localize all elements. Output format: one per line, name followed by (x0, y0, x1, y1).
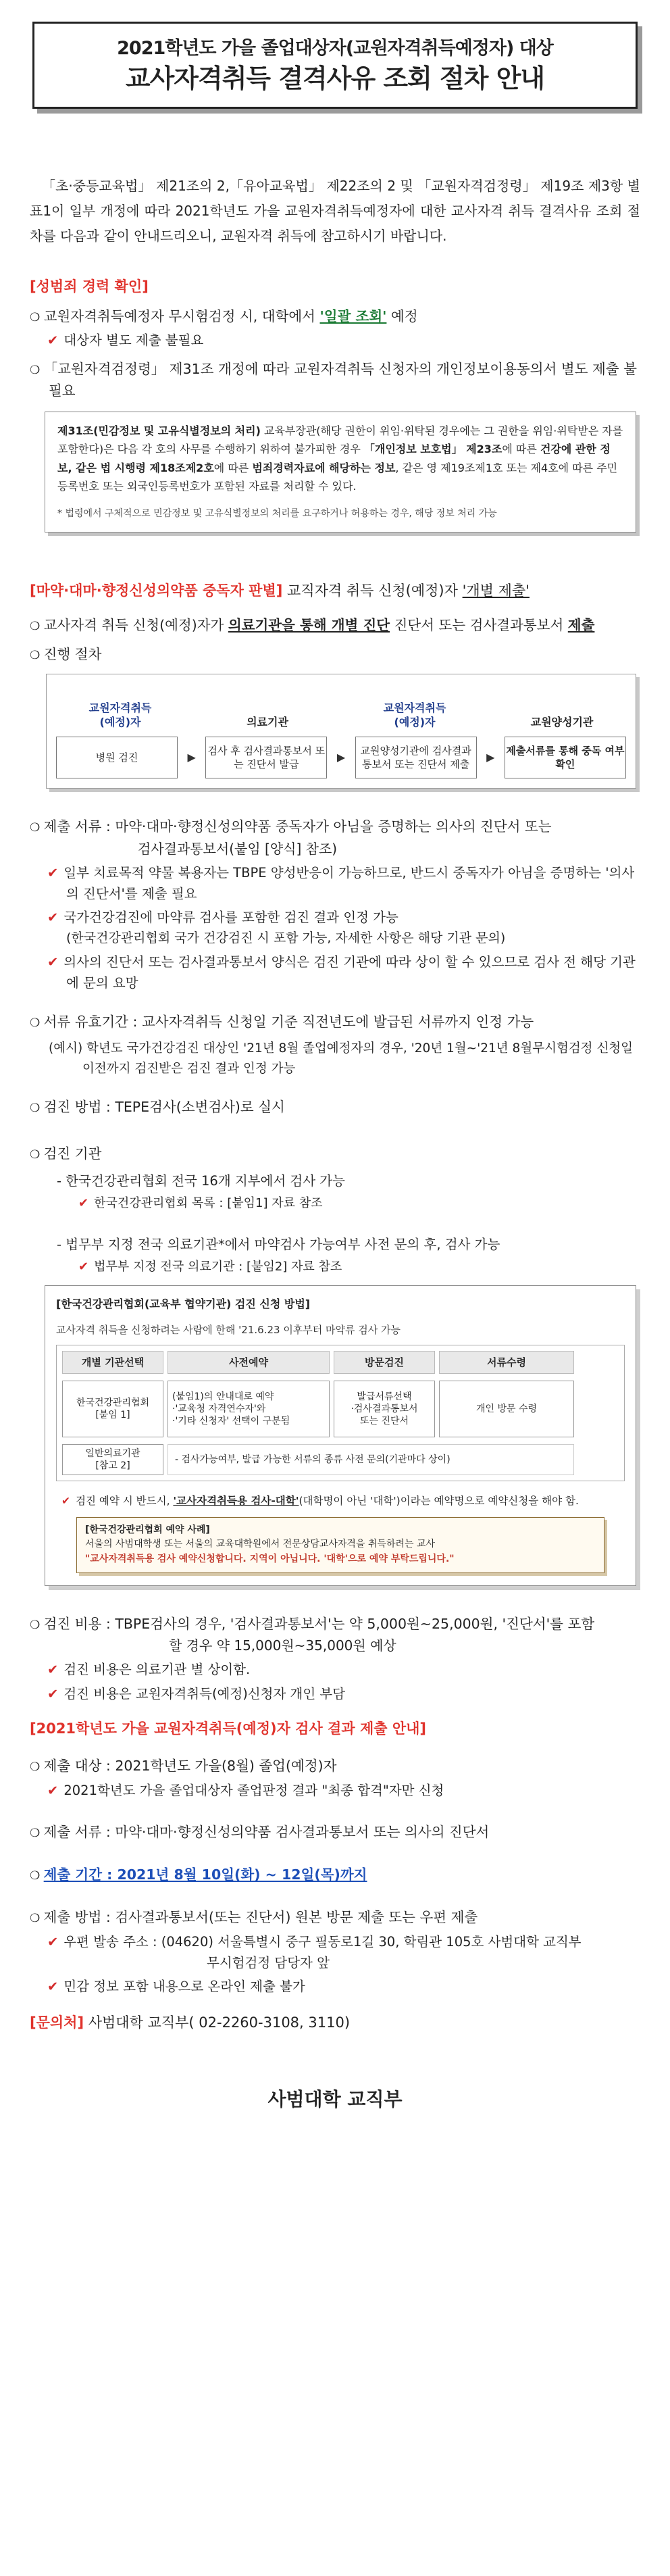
org-1-check-text: 한국건강관리협회 목록 : [붙임1] 자료 참조 (94, 1195, 323, 1210)
cost-check-1 (47, 1659, 640, 1680)
caution-b: (대학명이 아닌 '대학')이라는 예약명으로 예약신청을 해야 함. (299, 1495, 579, 1508)
mail-check (47, 1931, 640, 1952)
drug-check-1 (47, 862, 640, 904)
org-1-check (78, 1194, 640, 1214)
drug-check-2 (47, 907, 640, 928)
arrow-right-icon: ▶ (336, 751, 346, 764)
flow-heads (56, 683, 626, 730)
submit-docs: ❍ 제출 서류 : 마약·대마·향정신성의약품 검사결과통보서 또는 의사의 진단서 (30, 1821, 640, 1843)
apply-head-3: 방문검진 (334, 1351, 435, 1374)
submit-period (30, 1864, 640, 1886)
check-icon: ✔ (47, 1933, 59, 1950)
check-icon: ✔ (47, 1662, 59, 1678)
orgs-line: ❍ 검진 기관 (30, 1143, 640, 1165)
docs-line-2: 검사결과통보서(붙임 [양식] 참조) (138, 840, 338, 857)
drug-heading-label: [마약·대마·향정신성의약품 중독자 판별] (30, 582, 283, 599)
drug-check-2-text: 국가건강검진에 마약류 검사를 포함한 검진 결과 인정 가능 (63, 910, 398, 926)
title-line-2: 교사자격취득 결격사유 조회 절차 안내 (125, 63, 545, 93)
crime-check-1 (47, 330, 640, 351)
cost-check-2-text: 검진 비용은 교원자격취득(예정)신청자 개인 부담 (63, 1685, 346, 1702)
check-icon: ✔ (61, 1495, 70, 1508)
apply-head-4: 서류수령 (439, 1351, 574, 1374)
check-icon: ✔ (47, 953, 59, 970)
contact-line (30, 2012, 640, 2035)
drug-check-2b: (한국건강관리협회 국가 건강검진 시 포함 가능, 자세한 사항은 해당 기관 문의) (66, 931, 506, 946)
apply-table-row-1 (62, 1381, 619, 1437)
apply-table-row-2 (62, 1444, 619, 1475)
submit-target: ❍ 제출 대상 : 2021학년도 가을(8월) 졸업(예정)자 (30, 1755, 640, 1777)
submit-method: ❍ 제출 방법 : 검사결과통보서(또는 진단서) 원본 방문 제출 또는 우편 제출 (30, 1906, 640, 1929)
submit-target-check (47, 1780, 640, 1801)
process-flow-box (46, 674, 636, 789)
notice-page (0, 22, 670, 2576)
apply-table (56, 1345, 625, 1481)
title-box (32, 22, 638, 109)
note-text-1: 교육부장관(해당 권한이 위임·위탁된 경우에는 그 권한을 위임·위탁받은 자를 포함한다)은 다음 각 호의 사무를 수행하기 위하여 불가피한 경우 (57, 424, 623, 456)
apply-cell-3: 발급서류선택 ·검사결과통보서 또는 진단서 (334, 1381, 435, 1437)
caution-line (61, 1492, 621, 1510)
org-2-check (78, 1258, 640, 1277)
flow-head-4: 교원양성기관 (530, 716, 594, 729)
crime-item-2: ❍ 「교원자격검정령」 제31조 개정에 따라 교원자격취득 신청자의 개인정보이용동의서 별도 제출 불필요 (30, 358, 640, 403)
reservation-example-box (76, 1517, 604, 1573)
flow-head-3: 교원자격취득 (예정)자 (383, 701, 446, 729)
reservation-example-line-2: "교사자격취득용 검사 예약신청합니다. 지역이 아닙니다. '대학'으로 예약 부탁드립니다." (85, 1553, 455, 1564)
check-icon: ✔ (78, 1195, 89, 1210)
check-icon: ✔ (78, 1259, 89, 1274)
cost-line-2: 할 경우 약 15,000원~35,000원 예상 (169, 1637, 396, 1654)
privacy-check (47, 1976, 640, 1997)
drug-heading-rest: 교직자격 취득 신청(예정)자 (282, 582, 463, 599)
crime-item-1-text-b: 예정 (386, 307, 418, 324)
contact-text: 사범대학 교직부( 02-2260-3108, 3110) (84, 2014, 351, 2031)
caution-bold: '교사자격취득용 검사-대학' (173, 1495, 299, 1508)
drug-item-1-a: 교사자격 취득 신청(예정)자가 (43, 617, 228, 634)
crime-item-1-text-a: 교원자격취득예정자 무시험검정 시, 대학에서 (43, 307, 320, 324)
flow-cell-2: 검사 후 검사결과통보서 또는 진단서 발급 (205, 737, 327, 778)
apply-cell-2: (붙임1)의 안내대로 예약 ·'교육청 자격연수자'와 ·'기타 신청자' 선택이 구분됨 (168, 1381, 330, 1437)
apply-table-head (62, 1351, 619, 1374)
cost-line: ❍ 검진 비용 : TBPE검사의 경우, '검사결과통보서'는 약 5,000원~25,000원, '진단서'를 포함 (30, 1613, 640, 1635)
validity-example: (예시) 학년도 국가건강검진 대상인 '21년 8월 졸업예정자의 경우, '20년 1월~'21년 8월무시험검정 신청일 이전까지 검진받은 검진 결과 인정 가능 (49, 1041, 634, 1076)
drug-heading-link: '개별 제출' (462, 582, 530, 599)
drug-item-1 (30, 614, 640, 637)
caution-a: 검진 예약 시 반드시, (76, 1495, 174, 1508)
law-note-box (45, 412, 636, 532)
note-text-4: , 같은 영 제19조제1호 또는 제4호에 따른 주민등록번호 또는 외국인등록번호가 포함된 자료를 처리할 수 있다. (57, 461, 618, 493)
flow-head-2: 의료기관 (247, 716, 288, 729)
drug-item-1-u2: 제출 (567, 617, 595, 634)
crime-check-1-text: 대상자 별도 제출 불필요 (63, 332, 204, 349)
flow-cell-3: 교원양성기관에 검사결과통보서 또는 진단서 제출 (355, 737, 477, 778)
check-icon: ✔ (47, 910, 59, 926)
drug-item-2: ❍ 진행 절차 (30, 643, 640, 666)
drug-heading (30, 580, 640, 603)
drug-check-1-text: 일부 치료목적 약물 복용자는 TBPE 양성반응이 가능하므로, 반드시 중독자가 아님을 증명하는 '의사의 진단서'를 제출 필요 (63, 864, 635, 901)
drug-check-3 (47, 951, 640, 993)
cost-check-2 (47, 1683, 640, 1704)
check-icon: ✔ (47, 1685, 59, 1702)
note-bold-2: 「개인정보 보호법」 제23조 (363, 443, 502, 456)
note-bold-1: 제31조(민감정보 및 고유식별정보의 처리) (57, 424, 261, 438)
crime-item-1 (30, 305, 640, 328)
crime-heading: [성범죄 경력 확인] (30, 278, 149, 295)
reservation-example-line-1: 서울의 사범대학생 또는 서울의 교육대학원에서 전문상담교사자격을 취득하려는 교사 (85, 1539, 436, 1550)
note-small: * 법령에서 구체적으로 민감정보 및 고유식별정보의 처리를 요구하거나 허용하는 경우, 해당 정보 처리 가능 (57, 508, 497, 520)
check-icon: ✔ (47, 1979, 59, 1995)
submit-target-check-text: 2021학년도 가을 졸업대상자 졸업판정 결과 "최종 합격"자만 신청 (63, 1783, 444, 1799)
apply-cell-5: 일반의료기관 [참고 2] (62, 1444, 163, 1475)
method-line: ❍ 검진 방법 : TEPE검사(소변검사)로 실시 (30, 1096, 640, 1118)
submit-period-text: 제출 기간 : 2021년 8월 10일(화) ~ 12일(목)까지 (43, 1866, 367, 1883)
apply-cell-6: - 검사가능여부, 발급 가능한 서류의 종류 사전 문의(기관마다 상이) (168, 1444, 574, 1475)
footer-office: 사범대학 교직부 (267, 2087, 403, 2110)
apply-cell-4: 개인 방문 수령 (439, 1381, 574, 1437)
kahp-box-desc: 교사자격 취득을 신청하려는 사람에 한해 '21.6.23 이후부터 마약류 검사 가능 (56, 1324, 401, 1337)
apply-head-1: 개별 기관선택 (62, 1351, 163, 1374)
drug-item-1-b: 진단서 또는 검사결과통보서 (390, 617, 568, 634)
flow-cell-1: 병원 검진 (56, 737, 178, 778)
apply-cell-1: 한국건강관리협회 [붙임 1] (62, 1381, 163, 1437)
kahp-box-heading: [한국건강관리협회(교육부 협약기관) 검진 신청 방법] (56, 1297, 311, 1310)
docs-line: ❍ 제출 서류 : 마약·대마·향정신성의약품 중독자가 아님을 증명하는 의사의 진단서 또는 (30, 816, 640, 838)
drug-item-1-u: 의료기관을 통해 개별 진단 (228, 617, 390, 634)
note-bold-3: 건강에 관한 정보, 같은 법 시행령 제18조제2호 (57, 443, 611, 474)
flow-cell-4: 제출서류를 통해 중독 여부 확인 (505, 737, 626, 778)
org-1: - 한국건강관리협회 전국 16개 지부에서 검사 가능 (57, 1170, 640, 1191)
check-icon: ✔ (47, 1783, 59, 1799)
arrow-right-icon: ▶ (187, 751, 196, 764)
note-text-2: 에 따른 (502, 443, 540, 456)
org-2: - 법무부 지정 전국 의료기관*에서 마약검사 가능여부 사전 문의 후, 검사 가능 (57, 1234, 640, 1255)
flow-head-1: 교원자격취득 (예정)자 (88, 701, 152, 729)
drug-check-3-text: 의사의 진단서 또는 검사결과통보서 양식은 검진 기관에 따라 상이 할 수 있으므로 검사 전 해당 기관에 문의 요망 (63, 953, 636, 991)
title-line-1: 2021학년도 가을 졸업대상자(교원자격취득예정자) 대상 (117, 38, 553, 59)
flow-row (56, 737, 626, 778)
reservation-example-heading: [한국건강관리협회 예약 사례] (85, 1524, 210, 1535)
mail-check-text: 우편 발송 주소 : (04620) 서울특별시 중구 필동로1길 30, 학림관 105호 사범대학 교직부 (63, 1933, 582, 1950)
cost-check-1-text: 검진 비용은 의료기관 별 상이함. (63, 1662, 251, 1678)
note-bold-4: 범죄경력자료에 해당하는 정보 (252, 461, 396, 474)
note-text-3: 에 따른 (213, 461, 253, 474)
org-2-check-text: 법무부 지정 전국 의료기관 : [붙임2] 자료 참조 (94, 1259, 342, 1274)
apply-head-2: 사전예약 (168, 1351, 330, 1374)
check-icon: ✔ (47, 332, 59, 349)
bulk-check-link: '일괄 조회' (319, 307, 387, 324)
privacy-check-text: 민감 정보 포함 내용으로 온라인 제출 불가 (63, 1979, 305, 1995)
submit-heading: [2021학년도 가을 교원자격취득(예정)자 검사 결과 제출 안내] (30, 1720, 426, 1737)
check-icon: ✔ (47, 864, 59, 881)
contact-label: [문의처] (30, 2014, 84, 2031)
arrow-right-icon: ▶ (486, 751, 495, 764)
mail-check-2: 무시험검정 담당자 앞 (207, 1955, 330, 1971)
validity-line: ❍ 서류 유효기간 : 교사자격취득 신청일 기준 직전년도에 발급된 서류까지 인정 가능 (30, 1011, 640, 1033)
kahp-apply-box (45, 1285, 636, 1586)
intro-paragraph: 「초·중등교육법」 제21조의 2,「유아교육법」 제22조의 2 및 「교원자격검정령」 제19조 제3항 별표1이 일부 개정에 따라 2021학년도 가을 교원자격취득예정자에 대한 교사자격 취득 결격사유 조회 절차를 다음과 같이 안내드리오니, 교원자격 취득에 참고하시기 바랍니다. (30, 178, 640, 245)
